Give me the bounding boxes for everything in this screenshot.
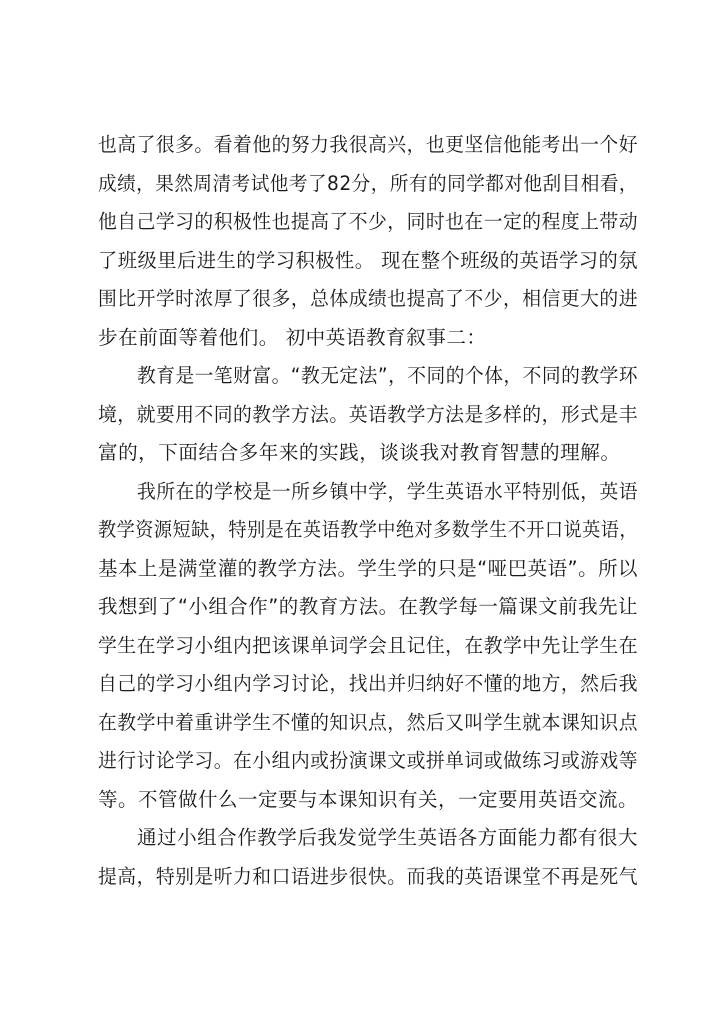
text-line: 学生在学习小组内把该课单词学会且记住，在教学中先让学生在	[98, 633, 638, 657]
text-line: 步在前面等着他们。 初中英语教育叙事二：	[98, 325, 487, 349]
text-line: 自己的学习小组内学习讨论，找出并归纳好不懂的地方，然后我	[98, 672, 638, 695]
body-text	[98, 126, 638, 896]
text-line: 教学资源短缺，特别是在英语教学中绝对多数学生不开口说英语，	[98, 518, 638, 541]
text-line: 了班级里后进生的学习积极性。 现在整个班级的英语学习的氛	[98, 248, 638, 272]
text-line: 基本上是满堂灌的教学方法。学生学的只是“哑巴英语”。所以	[98, 556, 638, 580]
paragraph-first-line: 教育是一笔财富。“教无定法”，不同的个体，不同的教学环	[137, 364, 638, 387]
text-line: 我想到了“小组合作”的教育方法。在教学每一篇课文前我先让	[98, 595, 638, 618]
text-line: 成绩，果然周清考试他考了82分，所有的同学都对他刮目相看，	[98, 171, 638, 195]
text-line: 在教学中着重讲学生不懂的知识点，然后又叫学生就本课知识点	[98, 710, 638, 734]
text-line: 等。不管做什么一定要与本课知识有关，一定要用英语交流。	[98, 787, 638, 811]
text-line: 境，就要用不同的教学方法。英语教学方法是多样的，形式是丰	[98, 402, 638, 426]
text-line: 他自己学习的积极性也提高了不少，同时也在一定的程度上带动	[98, 210, 638, 233]
text-line: 提高，特别是听力和口语进步很快。而我的英语课堂不再是死气	[98, 864, 638, 888]
text-line: 也高了很多。看着他的努力我很高兴，也更坚信他能考出一个好	[98, 133, 638, 156]
paragraph-first-line: 我所在的学校是一所乡镇中学，学生英语水平特别低，英语	[137, 479, 638, 503]
text-line: 富的，下面结合多年来的实践，谈谈我对教育智慧的理解。	[98, 441, 621, 464]
text-line: 围比开学时浓厚了很多，总体成绩也提高了不少，相信更大的进	[98, 287, 638, 310]
text-line: 进行讨论学习。在小组内或扮演课文或拼单词或做练习或游戏等	[98, 749, 638, 772]
paragraph-first-line: 通过小组合作教学后我发觉学生英语各方面能力都有很大	[137, 826, 638, 849]
